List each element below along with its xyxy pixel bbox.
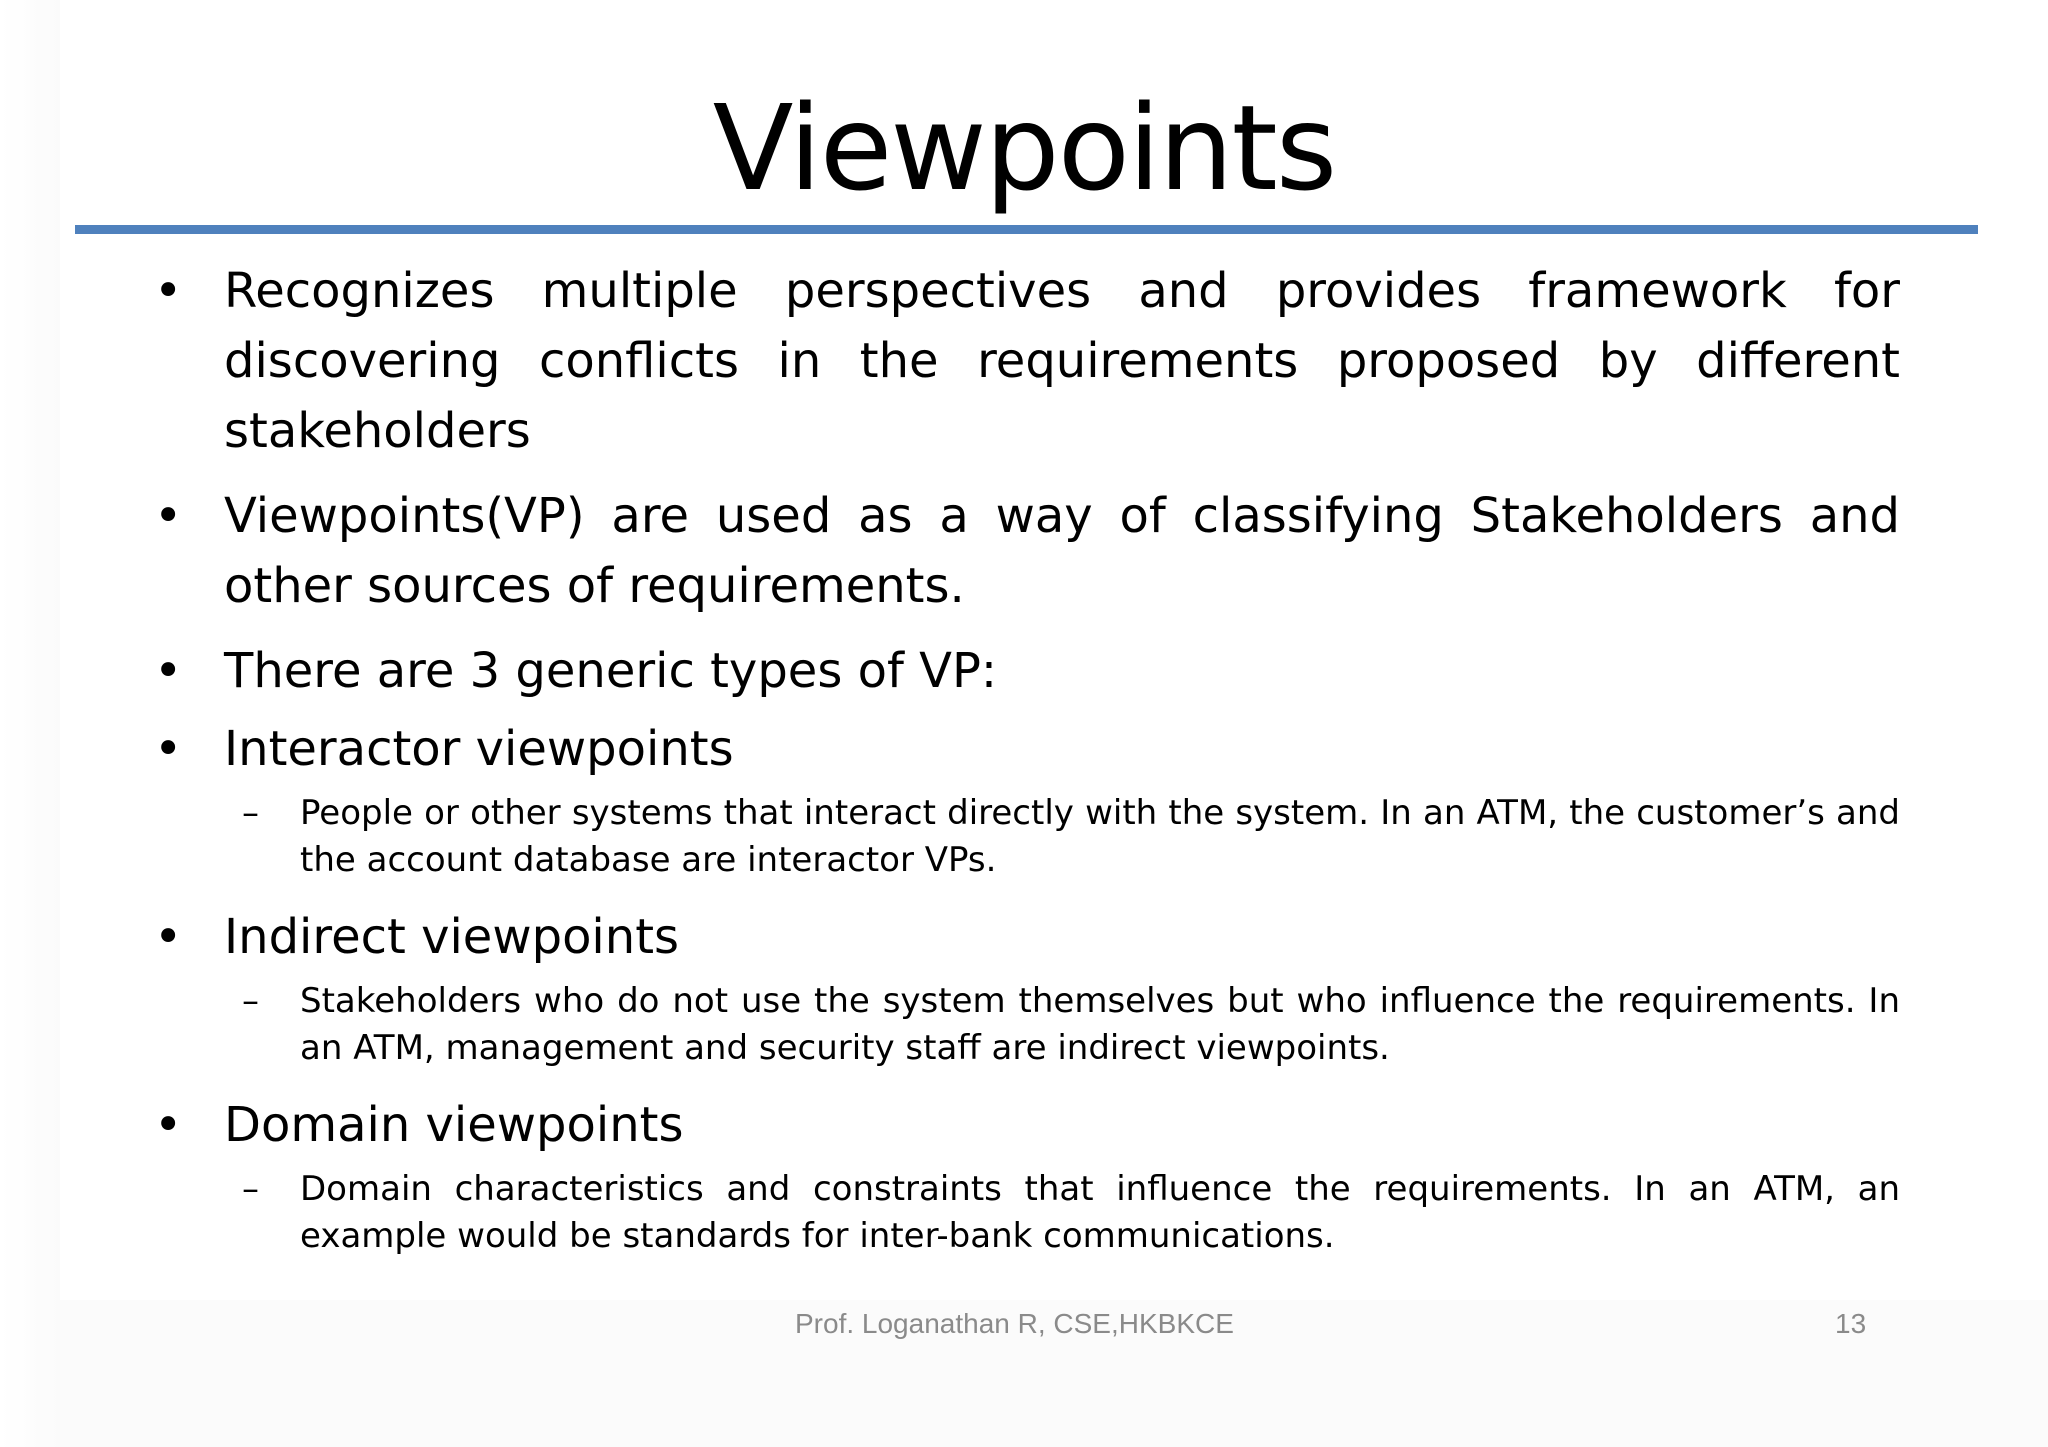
dash-icon: –: [242, 981, 259, 1021]
bullet-text-2: Viewpoints(VP) are used as a way of classifying Stakeholders and other sources of requirements.: [224, 488, 1900, 614]
bullet-item-4: [150, 714, 1900, 784]
page-number: 13: [1835, 1308, 1867, 1339]
title-underline-rule: [75, 225, 1978, 234]
slide-footer: Prof. Loganathan R, CSE,HKBKCE: [795, 1308, 1234, 1339]
slide-content: [150, 256, 1900, 1260]
bullet-item-6: [150, 1090, 1900, 1160]
bullet-dot-icon: •: [154, 1097, 183, 1153]
sub-bullet-item-6: [242, 1166, 1900, 1260]
dash-icon: –: [242, 793, 259, 833]
bullet-dot-icon: •: [154, 643, 183, 699]
bullet-text-4: Interactor viewpoints: [224, 721, 734, 777]
bullet-text-3: There are 3 generic types of VP:: [224, 643, 998, 699]
bullet-dot-icon: •: [154, 263, 183, 319]
dash-icon: –: [242, 1169, 259, 1209]
bullet-dot-icon: •: [154, 488, 183, 544]
sub-bullet-item-4: [242, 790, 1900, 884]
sub-bullet-text-4: People or other systems that interact directly with the system. In an ATM, the customer’s and the account database are interactor VPs.: [300, 793, 1900, 880]
sub-bullet-text-6: Domain characteristics and constraints that influence the requirements. In an ATM, an example would be standards for inter-bank communications.: [300, 1169, 1900, 1256]
bullet-item-2: [150, 481, 1900, 621]
bullet-text-5: Indirect viewpoints: [224, 909, 680, 965]
bullet-dot-icon: •: [154, 909, 183, 965]
slide-title: Viewpoints: [712, 79, 1336, 217]
bullet-text-1: Recognizes multiple perspectives and provides framework for discovering conflicts in the requirements proposed by different stakeholders: [224, 263, 1900, 459]
bullet-item-5: [150, 902, 1900, 972]
bullet-text-6: Domain viewpoints: [224, 1097, 684, 1153]
bullet-item-3: [150, 636, 1900, 706]
bullet-dot-icon: •: [154, 721, 183, 777]
sub-bullet-item-5: [242, 978, 1900, 1072]
sub-bullet-text-5: Stakeholders who do not use the system themselves but who influence the requirements. In an ATM, management and security staff are indirect viewpoints.: [300, 981, 1900, 1068]
bullet-item-1: [150, 256, 1900, 466]
